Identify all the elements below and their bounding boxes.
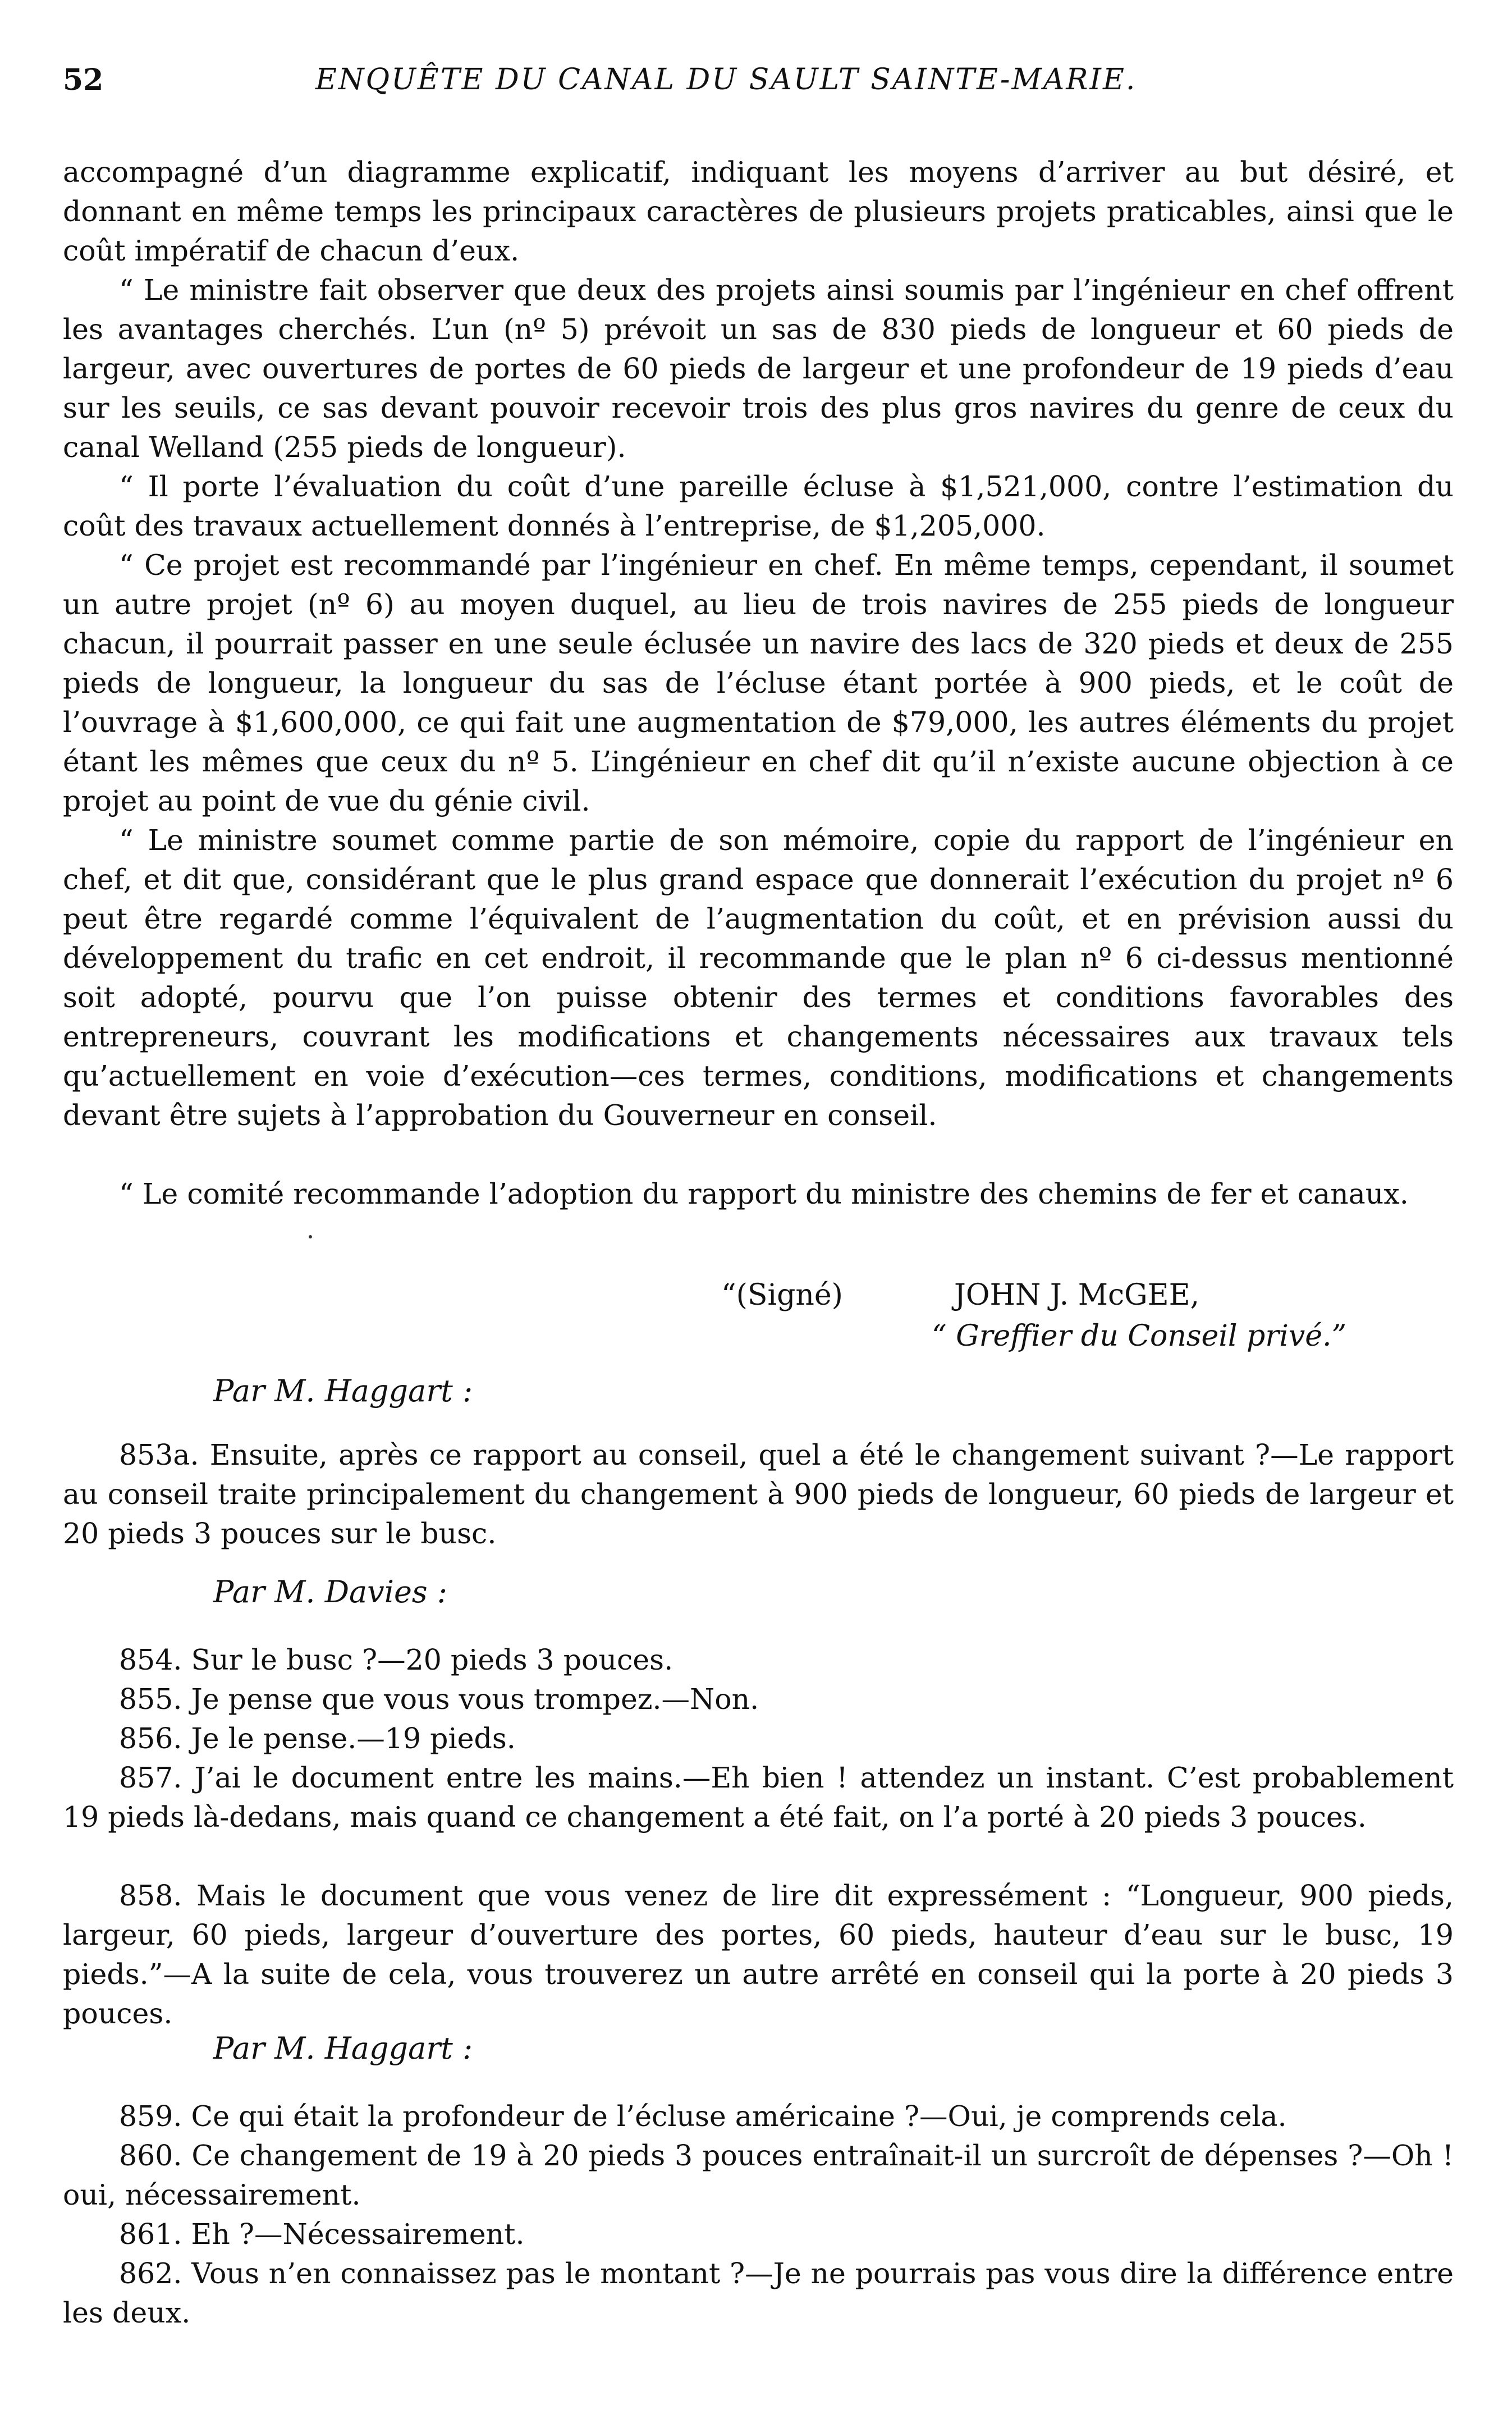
speaker-heading: Par M. Haggart :: [213, 1373, 473, 1409]
paragraph: “ Ce projet est recommandé par l’ingénieur en chef. En même temps, cependant, il soumet un autre projet (nº 6) au moyen duquel, au lieu de trois navires de 255 pieds de longueur chacun, il pourrait passer en une seule éclusée un navire des lacs de 320 pieds et deux de 255 pieds de longueur, la longueur du sas de l’écluse étant portée à 900 pieds, et le coût de l’ouvrage à $1,600,000, ce qui fait une augmentation de $79,000, les autres éléments du projet étant les mêmes que ceux du nº 5. L’ingénieur en chef dit qu’il n’existe aucune objection à ce projet au point de vue du génie civil.: [63, 548, 1454, 817]
testimony-entry: 857. J’ai le document entre les mains.—Eh bien ! attendez un instant. C’est probablement 19 pieds là-dedans, mais quand ce changement a été fait, on l’a porté à 20 pieds 3 pouces.: [63, 1761, 1454, 1834]
testimony-entry: 858. Mais le document que vous venez de lire dit expressément : “Longueur, 900 pieds, largeur, 60 pieds, largeur d’ouverture des portes, 60 pieds, hauteur d’eau sur le busc, 19 pieds.”—A la suite de cela, vous trouverez un autre arrêté en conseil qui la porte à 20 pieds 3 pouces.: [63, 1879, 1454, 2030]
testimony-entry: 861. Eh ?—Nécessairement.: [119, 2218, 525, 2251]
paragraph: “ Le ministre fait observer que deux des projets ainsi soumis par l’ingénieur en chef offrent les avantages cherchés. L’un (nº 5) prévoit un sas de 830 pieds de longueur et 60 pieds de largeur, avec ouvertures de portes de 60 pieds de largeur et une profondeur de 19 pieds d’eau sur les seuils, ce sas devant pouvoir recevoir trois des plus gros navires du genre de ceux du canal Welland (255 pieds de longueur).: [63, 273, 1454, 464]
print-speck: [309, 1235, 312, 1238]
speaker-heading: Par M. Haggart :: [213, 2031, 473, 2066]
testimony-entry: 860. Ce changement de 19 à 20 pieds 3 pouces entraînait-il un surcroît de dépenses ?—Oh ! oui, nécessairement.: [63, 2139, 1454, 2211]
running-title: ENQUÊTE DU CANAL DU SAULT SAINTE-MARIE.: [315, 63, 1137, 97]
testimony-entry: 855. Je pense que vous vous trompez.—Non.: [119, 1683, 759, 1716]
testimony-entry: 856. Je le pense.—19 pieds.: [119, 1722, 516, 1755]
page-number: 52: [63, 63, 104, 97]
testimony-entry: 862. Vous n’en connaissez pas le montant ?—Je ne pourrais pas vous dire la différence entre les deux.: [63, 2257, 1454, 2329]
signatory-title: “ Greffier du Conseil privé.”: [932, 1319, 1347, 1353]
speaker-heading: Par M. Davies :: [213, 1574, 447, 1610]
testimony-entry: 859. Ce qui était la profondeur de l’écluse américaine ?—Oui, je comprends cela.: [119, 2100, 1287, 2133]
paragraph: accompagné d’un diagramme explicatif, indiquant les moyens d’arriver au but désiré, et donnant en même temps les principaux caractères de plusieurs projets praticables, ainsi que le coût impératif de chacun d’eux.: [63, 156, 1454, 267]
testimony-entry: 853a. Ensuite, après ce rapport au conseil, quel a été le changement suivant ?—Le rapport au conseil traite principalement du changement à 900 pieds de longueur, 60 pieds de largeur et 20 pieds 3 pouces sur le busc.: [63, 1438, 1454, 1550]
paragraph: “ Le comité recommande l’adoption du rapport du ministre des chemins de fer et canaux.: [119, 1177, 1409, 1210]
testimony-entry: 854. Sur le busc ?—20 pieds 3 pouces.: [119, 1643, 673, 1676]
paragraph: “ Il porte l’évaluation du coût d’une pareille écluse à $1,521,000, contre l’estimation du coût des travaux actuellement donnés à l’entreprise, de $1,205,000.: [63, 470, 1454, 542]
signed-label: “(Signé): [721, 1278, 843, 1312]
page-header: [63, 63, 1433, 108]
signatory-name: JOHN J. McGEE,: [954, 1278, 1200, 1312]
paragraph: “ Le ministre soumet comme partie de son mémoire, copie du rapport de l’ingénieur en chef, et dit que, considérant que le plus grand espace que donnerait l’exécution du projet nº 6 peut être regardé comme l’équivalent de l’augmentation du coût, et en prévision aussi du développement du trafic en cet endroit, il recommande que le plan nº 6 ci-dessus mentionné soit adopté, pourvu que l’on puisse obtenir des termes et conditions favorables des entrepreneurs, couvrant les modifications et changements nécessaires aux travaux tels qu’actuellement en voie d’exécution—ces termes, conditions, modifications et changements devant être sujets à l’approbation du Gouverneur en conseil.: [63, 824, 1454, 1132]
